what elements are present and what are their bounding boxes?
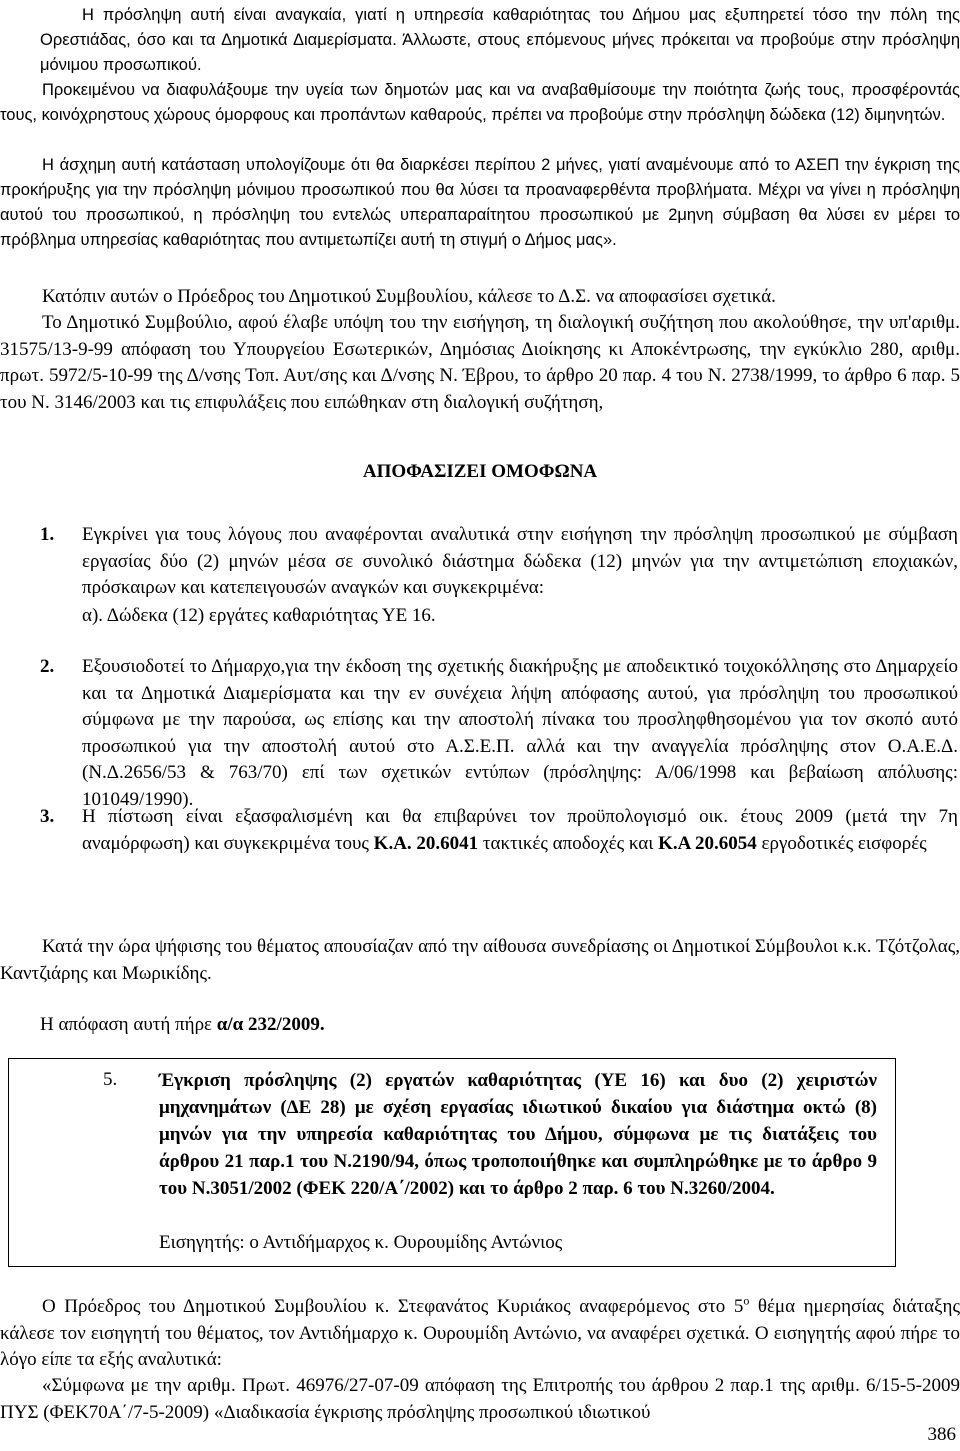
decision-item-1-sub: α). Δώδεκα (12) εργάτες καθαριότητας ΥΕ 16. [82,605,436,626]
decision-number-label: Η απόφαση αυτή πήρε [40,1014,217,1035]
decision-item-2-number: 2. [40,656,55,677]
intro-paragraph-1: Η πρόσληψη αυτή είναι αναγκαία, γιατί η υπηρεσία καθαριότητας του Δήμου μας εξυπηρετεί τόσο την πόλη της Ορεστιάδας, όσο και τα Δημοτικά Διαμερίσματα. Άλλωστε, στους επόμενους μήνες πρόκειται να προβούμε στην πρόσληψη μόνιμου προσωπικού. [40,6,960,74]
agenda-item-title: Έγκριση πρόσληψης (2) εργατών καθαριότητας (ΥΕ 16) και δυο (2) χειριστών μηχανημάτων (ΔΕ 28) με σχέση εργασίας ιδιωτικού δικαίου για διάστημα οκτώ (8) μηνών για την υπηρεσία καθαριότητας του Δήμου, σύμφωνα με τις διατάξεις του άρθρου 21 παρ.1 του Ν.2190/94, όπως τροποποιήθηκε και συμπληρώθηκε με το άρθρο 9 του Ν.3051/2002 (ΦΕΚ 220/Α΄/2002) και το άρθρο 2 παρ. 6 του Ν.3260/2004. [159,1070,877,1199]
agenda-subject-box [8,1058,896,1267]
intro-paragraph-2: Προκειμένου να διαφυλάξουμε την υγεία των δημοτών μας και να αναβαθμίσουμε την ποιότητα ζωής τους, προσφέροντάς τους, κοινόχρηστους χώρους όμορφους και προπάντων καθαρούς, πρέπει να προβούμε στην πρόσληψη δώδεκα (12) διμηνητών. [0,81,960,124]
agenda-item-rapporteur: Εισηγητής: ο Αντιδήμαρχος κ. Ουρουμίδης Αντώνιος [159,1232,563,1253]
decision-item-1-number: 1. [40,524,55,545]
decision-number-line [40,1012,940,1039]
chairman-text-pre: Ο Πρόεδρος του Δημοτικού Συμβουλίου κ. Στεφανάτος Κυριάκος αναφερόμενος στο 5 [42,1296,744,1317]
chairman-intro-paragraph [0,1294,960,1374]
rapporteur-quote-paragraph: «Σύμφωνα με την αριθμ. Πρωτ. 46976/27-07-09 απόφαση της Επιτροπής του άρθρου 2 παρ.1 της αριθμ. 6/15-5-2009 ΠΥΣ (ΦΕΚ70Α΄/7-5-2009) «Διαδικασία έγκρισης πρόσληψης προσωπικού ιδιωτικού [0,1375,960,1423]
council-considerations-paragraph: Το Δημοτικό Συμβούλιο, αφού έλαβε υπόψη του την εισήγηση, τη διαλογική συζήτηση που ακολούθησε, την υπ'αριθμ. 31575/13-9-99 απόφαση του Υπουργείου Εσωτερικών, Δημόσιας Διοίκησης κι Αποκέντρωσης, την εγκύκλιο 280, αριθμ. πρωτ. 5972/5-10-99 της Δ/νσης Τοπ. Αυτ/σης και Δ/νσης Ν. Έβρου, το άρθρο 20 παρ. 4 του Ν. 2738/1999, το άρθρο 6 παρ. 5 του Ν. 3146/2003 και τις επιφυλάξεις που ειπώθηκαν στη διαλογική συζήτηση, [0,312,960,413]
item-3-text-pre: Η πίστωση είναι εξασφαλισμένη και θα επιβαρύνει τον προϋπολογισμό οικ. έτους 2009 (μετά την 7η αναμόρφωση) και συγκεκριμένα τους [82,806,958,854]
page-number: 386 [927,1424,956,1445]
decision-item-3-text [82,804,958,857]
intro-paragraph-3: Η άσχημη αυτή κατάσταση υπολογίζουμε ότι θα διαρκέσει περίπου 2 μήνες, γιατί αναμένουμε από το ΑΣΕΠ την έγκριση της προκήρυξης για την πρόσληψη μόνιμου προσωπικού που θα λύσει τα προαναφερθέντα προβλήματα. Μέχρι να γίνει η πρόσληψη αυτού του προσωπικού, η πρόσληψη του εντελώς υπεραπαραίτητου προσωπικού με 2μηνη σύμβαση θα λύσει εν μέρει το πρόβλημα υπηρεσίας καθαριότητας που αντιμετωπίζει αυτή τη στιγμή ο Δήμος μας». [0,156,960,249]
chairman-text-post: θέμα ημερησίας διάταξης κάλεσε τον εισηγητή του θέματος, τον Αντιδήμαρχο κ. Ουρουμίδη Αντώνιο, να αναφέρει σχετικά. Ο εισηγητής αφού πήρε το λόγο είπε τα εξής αναλυτικά: [0,1296,960,1371]
ordinal-superscript: ο [743,1293,750,1308]
decision-number: α/α 232/2009. [216,1014,325,1035]
budget-code-2: Κ.Α 20.6054 [658,832,757,854]
absent-members-paragraph: Κατά την ώρα ψήφισης του θέματος απουσίαζαν από την αίθουσα συνεδρίασης οι Δημοτικοί Σύμβουλοι κ.κ. Τζότζολας, Καντζιάρης και Μωρικίδης. [0,936,960,984]
decision-heading: ΑΠΟΦΑΣΙΖΕΙ ΟΜΟΦΩΝΑ [362,461,598,482]
item-3-text-mid: τακτικές αποδοχές και [478,832,659,854]
decision-item-1-text: Εγκρίνει για τους λόγους που αναφέρονται αναλυτικά στην εισήγηση την πρόσληψη προσωπικού με σύμβαση εργασίας δύο (2) μηνών μέσα σε συνολικό διάστημα δώδεκα (12) μηνών για την αντιμετώπιση εποχιακών, πρόσκαιρων και κατεπειγουσών αναγκών και συγκεκριμένα: [82,524,958,599]
decision-item-2-text: Εξουσιοδοτεί το Δήμαρχο,για την έκδοση της σχετικής διακήρυξης με αποδεικτικό τοιχοκόλλησης στο Δημαρχείο και τα Δημοτικά Διαμερίσματα και την εν συνέχεια λήψη απόφασης αυτού, για πρόσληψη του προσωπικού σύμφωνα με την παρούσα, ως επίσης και την αποστολή πίνακα του προσληφθησομένου για τον σκοπό αυτό προσωπικού για την αποστολή αυτού στο Α.Σ.Ε.Π. αλλά και την αναγγελία πρόσληψης στον Ο.Α.Ε.Δ. (Ν.Δ.2656/53 & 763/70) επί των σχετικών εντύπων (πρόσληψης: Α/06/1998 και βεβαίωση απόλυσης: 101049/1990). [82,656,958,810]
decision-item-3-number: 3. [40,806,55,827]
president-call-paragraph: Κατόπιν αυτών ο Πρόεδρος του Δημοτικού Συμβουλίου, κάλεσε το Δ.Σ. να αποφασίσει σχετικά. [42,286,776,307]
agenda-item-number: 5. [103,1069,118,1090]
budget-code-1: Κ.Α. 20.6041 [373,832,479,854]
item-3-text-post: εργοδοτικές εισφορές [756,832,927,854]
